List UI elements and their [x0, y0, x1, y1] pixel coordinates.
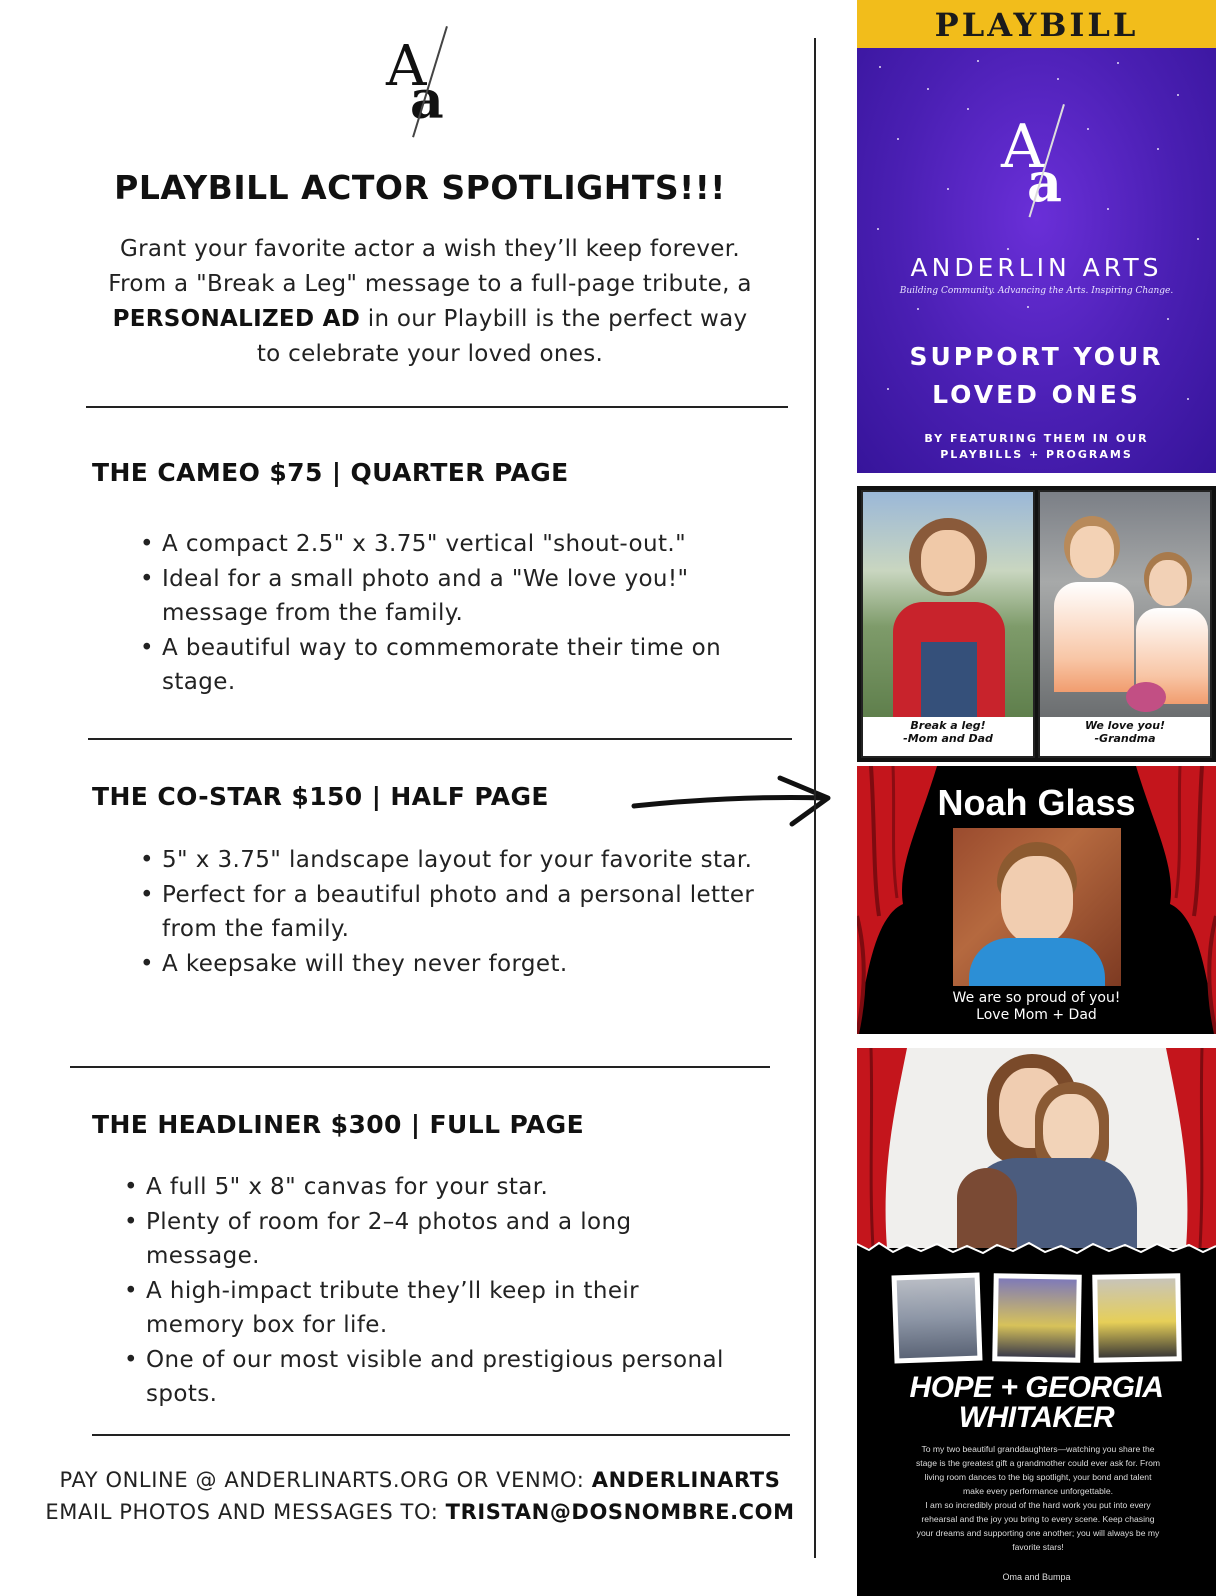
- headliner-bullet: • A high-impact tribute they’ll keep in their memory box for life.: [124, 1274, 724, 1343]
- cover-subtext: [857, 431, 1216, 463]
- cameo-ad-examples: [857, 486, 1216, 762]
- headliner-thumb-photo: [891, 1272, 982, 1363]
- cameo-bullet: • A beautiful way to commemorate their time on stage.: [140, 631, 760, 700]
- playbill-cover-sample: [857, 0, 1216, 473]
- letter-line: your dreams and supporting one another; you will always be my: [916, 1528, 1160, 1538]
- logo-letter-upper: A: [386, 34, 427, 99]
- pay-online-text: PAY ONLINE @ ANDERLINARTS.ORG OR VENMO:: [59, 1468, 592, 1492]
- cameo-bullet: • A compact 2.5" x 3.75" vertical "shout-out.": [140, 527, 760, 562]
- cover-subtext-line-2: PLAYBILLS + PROGRAMS: [940, 448, 1133, 461]
- curtain-right: [1166, 1048, 1216, 1248]
- actor-photo: [1040, 492, 1210, 717]
- cameo-bullet: • Ideal for a small photo and a "We love you!" message from the family.: [140, 562, 760, 631]
- cameo-caption: [863, 719, 1033, 745]
- intro-highlight: PERSONALIZED AD: [112, 306, 361, 332]
- playbill-banner: PLAYBILL: [857, 0, 1216, 48]
- headliner-signature: Oma and Bumpa: [1002, 1572, 1071, 1582]
- cameo-caption-line-1: Break a leg!: [910, 719, 986, 732]
- pay-online-line: [40, 1464, 800, 1496]
- cover-starfield: [857, 48, 1216, 473]
- letter-line: rehearsal and the joy you bring to every scene. Keep chasing: [921, 1514, 1155, 1524]
- tier-title-cameo: THE CAMEO $75 | QUARTER PAGE: [92, 458, 569, 487]
- divider-1: [86, 406, 788, 408]
- cameo-bullet-list: [140, 527, 760, 700]
- headliner-bullet-list: [124, 1170, 724, 1412]
- intro-line-3-rest: in our Playbill is the perfect way: [360, 306, 748, 332]
- tier-title-headliner: THE HEADLINER $300 | FULL PAGE: [92, 1110, 585, 1139]
- costar-bullet-list: [140, 843, 760, 981]
- payment-info: [40, 1464, 800, 1528]
- actor-photo: [863, 492, 1033, 717]
- cameo-caption-line-2: -Mom and Dad: [903, 732, 993, 745]
- headliner-thumb-photo: [1092, 1273, 1182, 1363]
- curtain-left: [857, 1048, 907, 1248]
- arrow-to-costar-example: [630, 770, 835, 830]
- headliner-name-line-2: WHITAKER: [958, 1401, 1115, 1434]
- letter-line: I am so incredibly proud of the hard work you put into every: [925, 1500, 1151, 1510]
- cameo-ad-2: [1038, 490, 1212, 758]
- cover-headline: [857, 338, 1216, 414]
- cameo-caption-line-2: -Grandma: [1094, 732, 1156, 745]
- costar-bullet: • Perfect for a beautiful photo and a personal letter from the family.: [140, 878, 760, 947]
- cameo-ad-1: [861, 490, 1035, 758]
- intro-line-4: to celebrate your loved ones.: [256, 341, 604, 367]
- headliner-bullet: • Plenty of room for 2–4 photos and a long message.: [124, 1205, 724, 1274]
- cover-org-name: ANDERLIN ARTS: [910, 253, 1163, 282]
- intro-line-2: From a "Break a Leg" message to a full-page tribute, a: [108, 271, 752, 297]
- cover-headline-line-2: LOVED ONES: [932, 380, 1141, 409]
- intro-line-3: [70, 302, 790, 337]
- cameo-caption: [1040, 719, 1210, 745]
- email-text: EMAIL PHOTOS AND MESSAGES TO:: [45, 1500, 446, 1524]
- costar-bullet: • 5" x 3.75" landscape layout for your favorite star.: [140, 843, 760, 878]
- anderlin-arts-logo: [380, 26, 460, 142]
- actor-photo: [953, 828, 1121, 986]
- cover-subtext-line-1: BY FEATURING THEM IN OUR: [924, 432, 1149, 445]
- headliner-actor-names: [857, 1373, 1216, 1433]
- cameo-caption-line-1: We love you!: [1084, 719, 1166, 732]
- headliner-photo-strip: [893, 1274, 1183, 1362]
- costar-ad-example: [857, 766, 1216, 1034]
- email-line: [40, 1496, 800, 1528]
- divider-2: [88, 738, 792, 740]
- torn-paper-edge: [857, 1240, 1216, 1260]
- letter-line: stage is the greatest gift a grandmother could ever ask for. From: [915, 1458, 1161, 1468]
- costar-message-line-2: Love Mom + Dad: [976, 1007, 1097, 1023]
- headliner-letter: [893, 1442, 1183, 1554]
- cover-headline-line-1: SUPPORT YOUR: [909, 342, 1164, 371]
- cover-tagline: Building Community. Advancing the Arts. Inspiring Change.: [899, 286, 1174, 296]
- letter-line: living room dances to the big spotlight, your bond and talent: [924, 1472, 1152, 1482]
- divider-3: [70, 1066, 770, 1068]
- divider-4: [92, 1434, 790, 1436]
- headliner-hero-photo: [857, 1048, 1216, 1248]
- logo-letter-lower: a: [410, 70, 444, 131]
- letter-line: To my two beautiful granddaughters—watching you share the: [921, 1444, 1155, 1454]
- costar-bullet: • A keepsake will they never forget.: [140, 947, 760, 982]
- cover-logo-lower: a: [1027, 150, 1062, 214]
- email-address-link[interactable]: TRISTAN@DOSNOMBRE.COM: [445, 1500, 795, 1524]
- letter-line: make every performance unforgettable.: [963, 1486, 1113, 1496]
- venmo-handle[interactable]: ANDERLINARTS: [591, 1468, 781, 1492]
- intro-line-1: Grant your favorite actor a wish they’ll keep forever.: [120, 236, 740, 262]
- column-divider: [814, 38, 816, 1558]
- intro-paragraph: [70, 232, 790, 372]
- cover-logo-upper: A: [1001, 112, 1045, 182]
- tier-title-costar: THE CO-STAR $150 | HALF PAGE: [92, 782, 549, 811]
- headliner-name-line-1: HOPE + GEORGIA: [909, 1371, 1164, 1404]
- cover-logo: [997, 108, 1077, 218]
- headliner-bullet: • A full 5" x 8" canvas for your star.: [124, 1170, 724, 1205]
- costar-actor-name: Noah Glass: [937, 782, 1136, 823]
- headliner-bullet: • One of our most visible and prestigious personal spots.: [124, 1343, 724, 1412]
- costar-message-line-1: We are so proud of you!: [952, 990, 1121, 1006]
- page-title: PLAYBILL ACTOR SPOTLIGHTS!!!: [114, 168, 726, 207]
- headliner-thumb-photo: [992, 1273, 1082, 1363]
- costar-message: [857, 990, 1216, 1024]
- headliner-ad-example: [857, 1048, 1216, 1596]
- letter-line: favorite stars!: [1012, 1542, 1064, 1552]
